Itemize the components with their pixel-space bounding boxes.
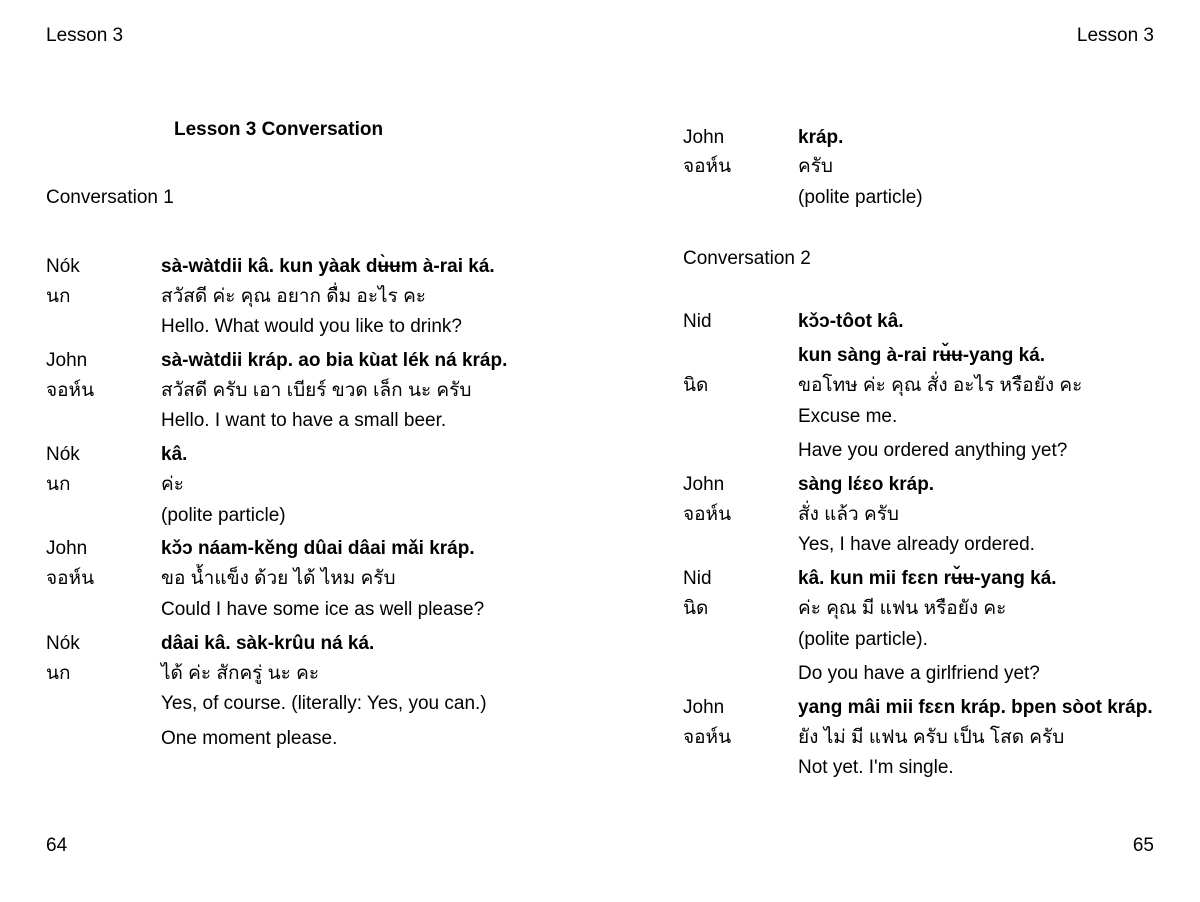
romanization: yang mâi mii fɛɛn kráp. bpen sòot kráp.	[798, 697, 1153, 718]
speaker-name-thai: นิด	[683, 375, 709, 396]
right-page	[600, 0, 1200, 902]
english-translation: Hello. I want to have a small beer.	[161, 410, 447, 431]
speaker-name: Nók	[46, 256, 80, 277]
speaker-name: Nók	[46, 444, 80, 465]
running-header: Lesson 3	[1076, 25, 1154, 46]
thai-script: ครับ	[798, 156, 833, 177]
speaker-name: Nid	[683, 568, 712, 589]
speaker-name: John	[46, 538, 88, 559]
page-number: 65	[1132, 835, 1154, 856]
thai-script: สั่ง แล้ว ครับ	[798, 504, 899, 525]
speaker-name-thai: นก	[46, 474, 71, 495]
speaker-name: John	[683, 697, 725, 718]
speaker-name-thai: จอห์น	[46, 380, 95, 401]
english-translation: Hello. What would you like to drink?	[161, 316, 462, 337]
thai-script: ได้ ค่ะ สักครู่ นะ คะ	[161, 663, 320, 684]
english-translation: Have you ordered anything yet?	[798, 440, 1068, 461]
english-translation: Do you have a girlfriend yet?	[798, 663, 1040, 684]
speaker-name-thai: จอห์น	[683, 156, 732, 177]
speaker-name: John	[683, 127, 725, 148]
speaker-name-thai: นิด	[683, 598, 709, 619]
thai-script: สวัสดี ค่ะ คุณ อยาก ดื่ม อะไร คะ	[161, 286, 426, 307]
romanization: kráp.	[798, 127, 844, 148]
romanization: sàng lɛ́ɛo kráp.	[798, 474, 935, 495]
english-translation: Not yet. I'm single.	[798, 757, 954, 778]
speaker-name-thai: นก	[46, 286, 71, 307]
english-translation: Yes, of course. (literally: Yes, you can.)	[161, 693, 487, 714]
speaker-name-thai: จอห์น	[683, 727, 732, 748]
speaker-name: Nók	[46, 633, 80, 654]
speaker-name: Nid	[683, 311, 712, 332]
thai-script: ขอ น้ำแข็ง ด้วย ได้ ไหม ครับ	[161, 568, 396, 589]
english-translation: Excuse me.	[798, 406, 898, 427]
romanization: kɔ̌ɔ-tôot kâ.	[798, 311, 904, 332]
romanization: kɔ̌ɔ náam-kěng dûai dâai mǎi kráp.	[161, 538, 475, 559]
english-translation: (polite particle)	[161, 505, 286, 526]
page-number: 64	[46, 835, 68, 856]
section-heading: Conversation 1	[46, 187, 174, 208]
romanization: kâ. kun mii fɛɛn rʉ̌ʉ-yang ká.	[798, 568, 1057, 589]
speaker-name-thai: จอห์น	[683, 504, 732, 525]
english-translation: One moment please.	[161, 728, 338, 749]
romanization: sà-wàtdii kâ. kun yàak dʉ̀ʉm à-rai ká.	[161, 256, 495, 277]
english-translation: Could I have some ice as well please?	[161, 599, 485, 620]
thai-script: ขอโทษ ค่ะ คุณ สั่ง อะไร หรือยัง คะ	[798, 375, 1083, 396]
thai-script: ค่ะ	[161, 474, 184, 495]
thai-script: ค่ะ คุณ มี แฟน หรือยัง คะ	[798, 598, 1007, 619]
english-translation: (polite particle).	[798, 629, 928, 650]
speaker-name: John	[46, 350, 88, 371]
romanization: sà-wàtdii kráp. ao bia kùat lék ná kráp.	[161, 350, 508, 371]
lesson-title: Lesson 3 Conversation	[174, 119, 384, 140]
speaker-name-thai: จอห์น	[46, 568, 95, 589]
running-header: Lesson 3	[46, 25, 124, 46]
speaker-name: John	[683, 474, 725, 495]
thai-script: สวัสดี ครับ เอา เบียร์ ขวด เล็ก นะ ครับ	[161, 380, 472, 401]
speaker-name-thai: นก	[46, 663, 71, 684]
romanization: kun sàng à-rai rʉ̌ʉ-yang ká.	[798, 345, 1046, 366]
english-translation: (polite particle)	[798, 187, 923, 208]
section-heading: Conversation 2	[683, 248, 811, 269]
english-translation: Yes, I have already ordered.	[798, 534, 1035, 555]
thai-script: ยัง ไม่ มี แฟน ครับ เป็น โสด ครับ	[798, 727, 1065, 748]
romanization: dâai kâ. sàk-krûu ná ká.	[161, 633, 375, 654]
romanization: kâ.	[161, 444, 188, 465]
